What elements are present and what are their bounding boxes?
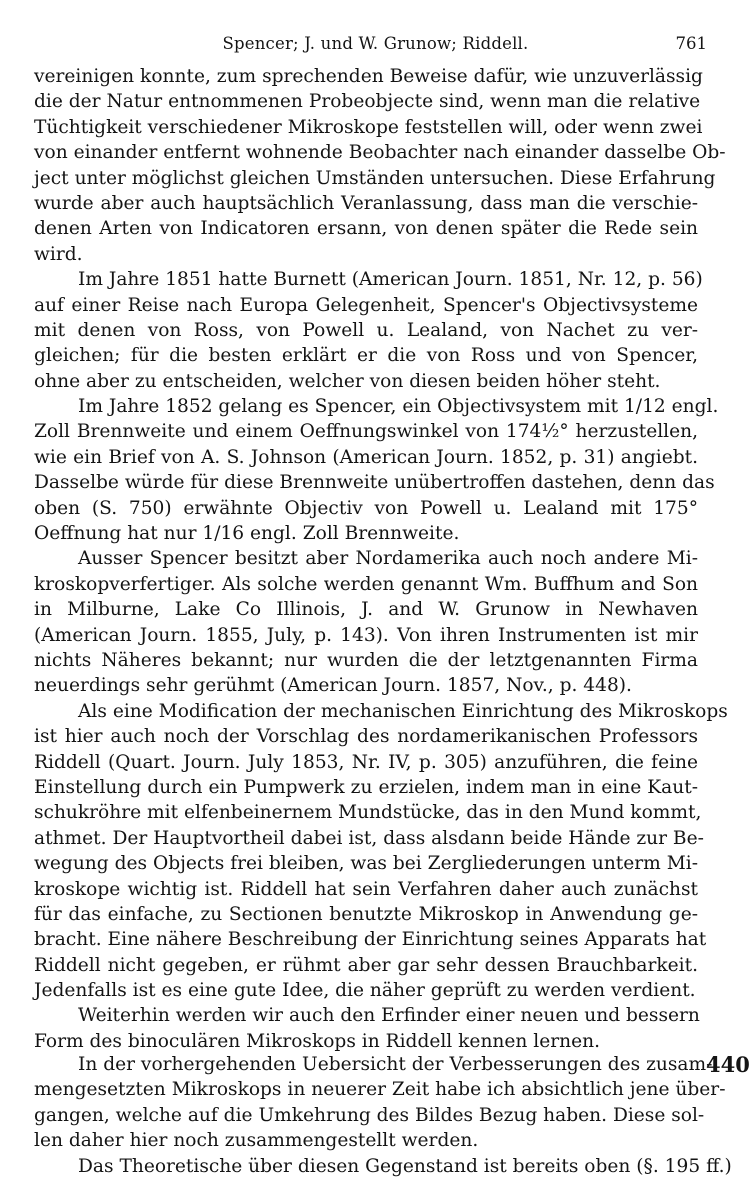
text-line: denen Arten von Indicatoren ersann, von denen später die Rede sein (34, 218, 698, 240)
text-line: wie ein Brief von A. S. Johnson (American Journ. 1852, p. 31) angiebt. (34, 446, 698, 468)
text-line: Riddell nicht gegeben, er rühmt aber gar sehr dessen Brauchbarkeit. (34, 954, 698, 976)
page-header (0, 34, 751, 58)
running-head: Spencer; J. und W. Grunow; Riddell. (222, 34, 529, 53)
text-line: kroskope wichtig ist. Riddell hat sein Verfahren daher auch zunächst (34, 878, 698, 900)
text-line: in Milburne, Lake Co Illinois, J. and W. Grunow in Newhaven (34, 599, 698, 621)
page-number: 761 (675, 34, 707, 53)
text-line: athmet. Der Hauptvortheil dabei ist, dass alsdann beide Hände zur Be- (34, 827, 704, 849)
text-line: Tüchtigkeit verschiedener Mikroskope feststellen will, oder wenn zwei (34, 116, 703, 138)
text-line: Einstellung durch ein Pumpwerk zu erzielen, indem man in eine Kaut- (34, 776, 698, 798)
margin-section-number: 440 (706, 1052, 750, 1077)
text-line: kroskopverfertiger. Als solche werden genannt Wm. Buffhum and Son (34, 573, 698, 595)
text-line: Ausser Spencer besitzt aber Nordamerika auch noch andere Mi- (78, 548, 698, 570)
text-line: schukröhre mit elfenbeinernem Mundstücke, das in den Mund kommt, (34, 802, 702, 824)
text-line: Das Theoretische über diesen Gegenstand ist bereits oben (§. 195 ff.) (78, 1155, 732, 1177)
text-line: oben (S. 750) erwähnte Objectiv von Powell u. Lealand mit 175° (34, 497, 698, 519)
text-line: In der vorhergehenden Uebersicht der Verbesserungen des zusam- (78, 1054, 713, 1075)
text-line: vereinigen konnte, zum sprechenden Beweise dafür, wie unzuverlässig (34, 66, 703, 87)
text-line: ject unter möglichst gleichen Umständen untersuchen. Diese Erfahrung (34, 167, 716, 189)
text-line: nichts Näheres bekannt; nur wurden die der letztgenannten Firma (34, 649, 698, 671)
text-line: neuerdings sehr gerühmt (American Journ. 1857, Nov., p. 448). (34, 675, 632, 697)
text-line: für das einfache, zu Sectionen benutzte Mikroskop in Anwendung ge- (34, 903, 698, 925)
text-line: wurde aber auch hauptsächlich Veranlassung, dass man die verschie- (34, 192, 698, 214)
text-line: auf einer Reise nach Europa Gelegenheit, Spencer's Objectivsysteme (34, 294, 698, 316)
text-line: bracht. Eine nähere Beschreibung der Einrichtung seines Apparats hat (34, 929, 707, 951)
text-line: Im Jahre 1851 hatte Burnett (American Journ. 1851, Nr. 12, p. 56) (78, 269, 703, 291)
text-line: wegung des Objects frei bleiben, was bei Zergliederungen unterm Mi- (34, 853, 698, 875)
text-line: ohne aber zu entscheiden, welcher von diesen beiden höher steht. (34, 370, 661, 392)
text-line: Im Jahre 1852 gelang es Spencer, ein Objectivsystem mit 1/12 engl. (78, 396, 719, 418)
text-line: mengesetzten Mikroskops in neuerer Zeit habe ich absichtlich jene über- (34, 1079, 726, 1101)
text-line: gleichen; für die besten erklärt er die von Ross und von Spencer, (34, 345, 698, 367)
text-line: len daher hier noch zusammengestellt werden. (34, 1130, 479, 1152)
text-line: die der Natur entnommenen Probeobjecte sind, wenn man die relative (34, 91, 701, 113)
text-line: Als eine Modification der mechanischen Einrichtung des Mikroskops (78, 700, 728, 722)
text-line: Jedenfalls ist es eine gute Idee, die näher geprüft zu werden verdient. (34, 980, 696, 1002)
text-line: ist hier auch noch der Vorschlag des nordamerikanischen Professors (34, 726, 698, 748)
text-line: von einander entfernt wohnende Beobachter nach einander dasselbe Ob- (34, 142, 726, 164)
text-line: Dasselbe würde für diese Brennweite unübertroffen dastehen, denn das (34, 472, 715, 494)
text-line: (American Journ. 1855, July, p. 143). Von ihren Instrumenten ist mir (34, 624, 698, 646)
text-line: Form des binoculären Mikroskops in Riddell kennen lernen. (34, 1030, 600, 1052)
text-line: Oeffnung hat nur 1/16 engl. Zoll Brennweite. (34, 523, 460, 545)
text-line: wird. (34, 243, 83, 265)
text-line: mit denen von Ross, von Powell u. Lealand, von Nachet zu ver- (34, 319, 698, 341)
text-line: gangen, welche auf die Umkehrung des Bildes Bezug haben. Diese sol- (34, 1104, 705, 1126)
text-line: Weiterhin werden wir auch den Erfinder einer neuen und bessern (78, 1005, 700, 1027)
text-line: Zoll Brennweite und einem Oeffnungswinkel von 174½° herzustellen, (34, 421, 698, 443)
main-text (34, 64, 728, 1054)
text-line: Riddell (Quart. Journ. July 1853, Nr. IV, p. 305) anzuführen, die feine (34, 751, 698, 773)
